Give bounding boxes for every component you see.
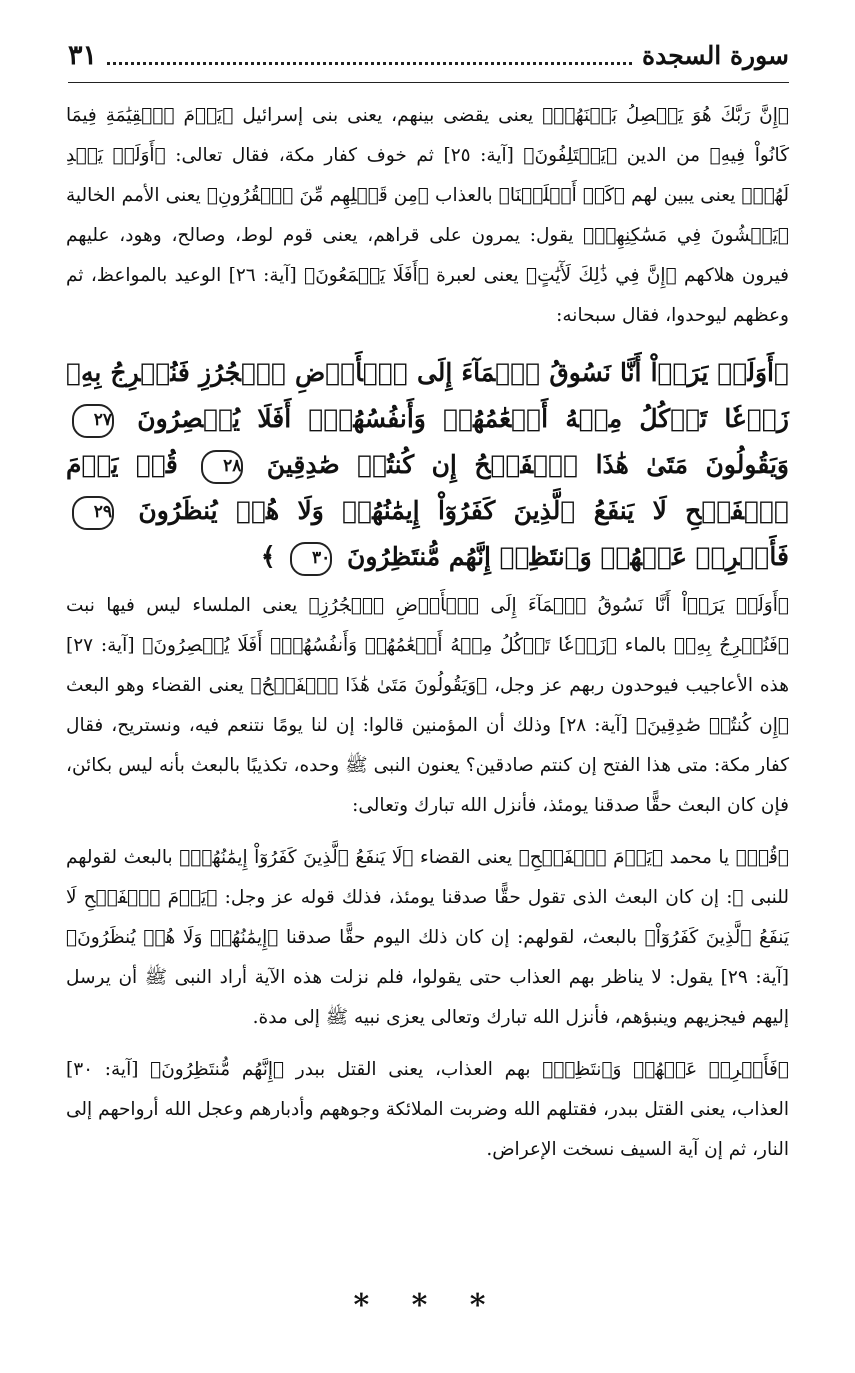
ayah-number-marker: ٢٨	[201, 450, 243, 484]
surah-title: سورة السجدة	[642, 40, 789, 70]
ayah-number-marker: ٣٠	[290, 542, 332, 576]
header-dot-leader	[107, 62, 632, 65]
commentary-paragraph-3: ﴿قُلۡ﴾ يا محمد ﴿يَوۡمَ ٱلۡفَتۡحِ﴾ يعنى القضاء ﴿لَا يَنفَعُ ٱلَّذِينَ كَفَرُوٓاْ إِيمَٰنُهُمۡ﴾ بالبعث لقولهم للنبى ﷺ: إن كان البعث الذى تقول حقًّا صدقنا يومئذ، فذلك قوله عز وجل: ﴿يَوۡمَ ٱلۡفَتۡحِ لَا يَنفَعُ ٱلَّذِينَ كَفَرُوٓاْ﴾ بالبعث، لقولهم: إن كان ذلك اليوم حقًّا صدقنا ﴿إِيمَٰنُهُمۡ وَلَا هُمۡ يُنظَرُونَ﴾ [آية: ٢٩] يقول: لا يناظر بهم العذاب حتى يقولوا، فلم نزلت هذه الآية أراد النبى ﷺ أن يرسل إليهم فيجزيهم وينبؤهم، فأنزل الله تبارك وتعالى يعزى نبيه ﷺ إلى مدة.	[66, 847, 789, 1028]
commentary-paragraph-4: ﴿فَأَعۡرِضۡ عَنۡهُمۡ وَٱنتَظِرۡ﴾ بهم العذاب، يعنى القتل ببدر ﴿إِنَّهُم مُّنتَظِرُونَ﴾ [آية: ٣٠] العذاب، يعنى القتل ببدر، فقتلهم الله وضربت الملائكة وجوههم وأدبارهم وعجل الله أرواحهم إلى النار، ثم إن آية السيف نسخت الإعراض.	[66, 1059, 789, 1160]
quran-verse-block	[66, 350, 789, 580]
verse-closing-bracket: ﴾	[260, 542, 276, 571]
verse-segment-4: فَأَعۡرِضۡ عَنۡهُمۡ وَٱنتَظِرۡ إِنَّهُم مُّنتَظِرُونَ	[346, 542, 789, 571]
ayah-number-marker: ٢٩	[72, 496, 114, 530]
verse-segment-2: وَيَقُولُونَ مَتَىٰ هَٰذَا ٱلۡفَتۡحُ إِن كُنتُمۡ صَٰدِقِينَ	[266, 450, 789, 479]
commentary-paragraph-2: ﴿أَوَلَمۡ يَرَوۡاْ أَنَّا نَسُوقُ ٱلۡمَآءَ إِلَى ٱلۡأَرۡضِ ٱلۡجُرُزِ﴾ يعنى الملساء ليس فيها نبت ﴿فَنُخۡرِجُ بِهِۦ﴾ بالماء ﴿زَرۡعٗا تَأۡكُلُ مِنۡهُ أَنۡعَٰمُهُمۡ وَأَنفُسُهُمۡۚ أَفَلَا يُبۡصِرُونَ﴾ [آية: ٢٧] هذه الأعاجيب فيوحدون ربهم عز وجل، ﴿وَيَقُولُونَ مَتَىٰ هَٰذَا ٱلۡفَتۡحُ﴾ يعنى القضاء وهو البعث ﴿إِن كُنتُمۡ صَٰدِقِينَ﴾ [آية: ٢٨] وذلك أن المؤمنين قالوا: إن لنا يومًا نتنعم فيه، ونستريح، فقال كفار مكة: متى هذا الفتح إن كنتم صادقين؟ يعنون النبى ﷺ وحده، تكذيبًا بالبعث بأنه ليس بكائن، فإن كان البعث حقًّا صدقنا يومئذ، فأنزل الله تبارك وتعالى:	[66, 595, 789, 816]
verse-segment-3: قُلۡ يَوۡمَ ٱلۡفَتۡحِ لَا يَنفَعُ ٱلَّذِينَ كَفَرُوٓاْ إِيمَٰنُهُمۡ وَلَا هُمۡ يُنظَرُونَ	[66, 450, 789, 525]
page-number: ٣١	[68, 39, 98, 71]
commentary-paragraph-1: ﴿إِنَّ رَبَّكَ هُوَ يَفۡصِلُ بَيۡنَهُمۡ﴾ يعنى يقضى بينهم، يعنى بنى إسرائيل ﴿يَوۡمَ ٱلۡقِيَٰمَةِ فِيمَا كَانُواْ فِيهِ﴾ من الدين ﴿يَخۡتَلِفُونَ﴾ [آية: ٢٥] ثم خوف كفار مكة، فقال تعالى: ﴿أَوَلَمۡ يَهۡدِ لَهُمۡ﴾ يعنى يبين لهم ﴿كَمۡ أَهۡلَكۡنَا﴾ بالعذاب ﴿مِن قَبۡلِهِم مِّنَ ٱلۡقُرُونِ﴾ يعنى الأمم الخالية ﴿يَمۡشُونَ فِي مَسَٰكِنِهِمۡ﴾ يقول: يمرون على قراهم، يعنى قوم لوط، وصالح، وهود، عليهم فيرون هلاكهم ﴿إِنَّ فِي ذَٰلِكَ لَأٓيَٰتٍ﴾ يعنى لعبرة ﴿أَفَلَا يَسۡمَعُونَ﴾ [آية: ٢٦] الوعيد بالمواعظ، ثم وعظهم ليوحدوا، فقال سبحانه:	[66, 105, 789, 326]
header-rule	[68, 82, 789, 83]
page-body	[66, 96, 789, 1170]
verse-segment-1: ﴿أَوَلَمۡ يَرَوۡاْ أَنَّا نَسُوقُ ٱلۡمَآءَ إِلَى ٱلۡأَرۡضِ ٱلۡجُرُزِ فَنُخۡرِجُ بِهِۦ زَرۡعٗا تَأۡكُلُ مِنۡهُ أَنۡعَٰمُهُمۡ وَأَنفُسُهُمۡۚ أَفَلَا يُبۡصِرُونَ	[66, 358, 789, 433]
ayah-number-marker: ٢٧	[72, 404, 114, 438]
section-separator-stars: * * *	[353, 1288, 502, 1323]
page-header	[68, 30, 789, 80]
